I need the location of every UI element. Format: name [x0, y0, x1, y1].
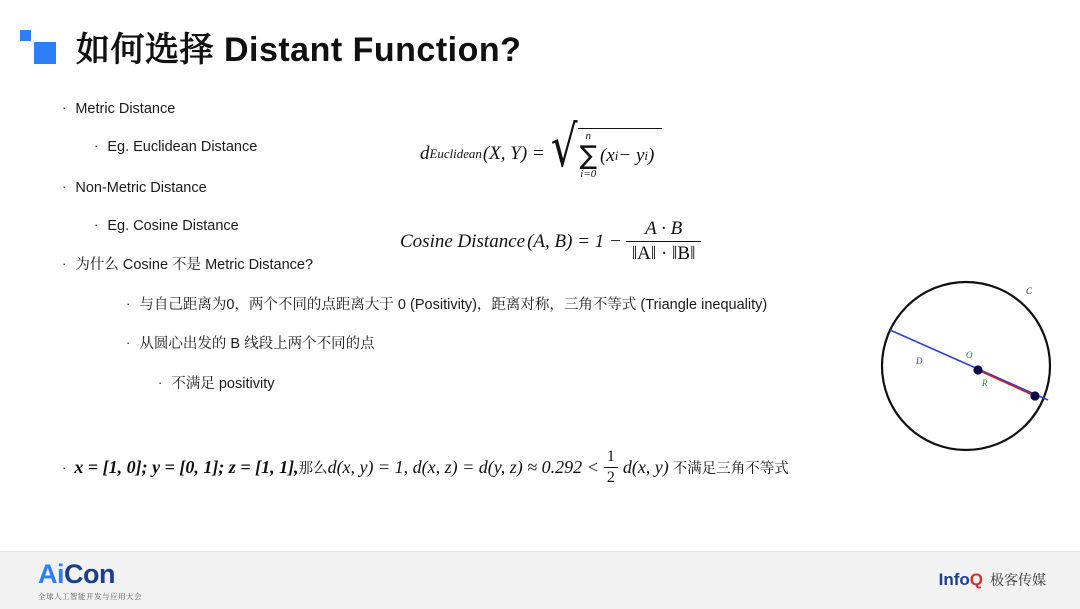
- final-formula-part1: x = [1, 0]; y = [0, 1]; z = [1, 1],: [74, 457, 299, 477]
- diagram-point-inner: [973, 365, 982, 374]
- sqrt-icon: √: [550, 113, 578, 180]
- list-item-label: Non-Metric Distance: [75, 180, 207, 197]
- equation-euclidean-distance: [420, 113, 662, 180]
- slide-footer: [0, 551, 1080, 609]
- list-item: [62, 100, 882, 120]
- aicon-logo-subtitle: 全球人工智能开发与应用大会: [38, 592, 142, 601]
- summation-upper-limit: n: [585, 130, 592, 142]
- bullet-marker-icon: ·: [62, 179, 67, 195]
- sqrt-group: [550, 113, 663, 180]
- final-formula-cjk1: 那么: [298, 461, 328, 477]
- bullet-marker-icon: ·: [158, 374, 163, 390]
- list-item-label: Metric Distance: [75, 101, 176, 117]
- fraction-numerator: 1: [606, 448, 615, 465]
- summation-operator: [580, 131, 598, 180]
- summand-sub-i1: i: [614, 147, 619, 163]
- bullet-marker-icon: ·: [126, 335, 131, 351]
- list-item-label: 为什么 Cosine 不是 Metric Distance?: [75, 257, 314, 274]
- fraction-denominator: ‖A‖ · ‖B‖: [626, 241, 702, 265]
- diagram-label-O: O: [966, 350, 973, 360]
- list-item: [126, 335, 882, 355]
- infoq-logo-q: Q: [969, 570, 983, 589]
- list-item-label: Eg. Cosine Distance: [107, 217, 239, 234]
- infoq-logo-geek: 极客传媒: [990, 572, 1046, 588]
- list-item-label: 从圆心出发的 B 线段上两个不同的点: [139, 336, 375, 353]
- fraction-group: [626, 218, 702, 265]
- list-item: [126, 296, 882, 316]
- final-formula-line: [62, 448, 789, 487]
- title-mark-big-square: [34, 42, 56, 64]
- list-item-label: 与自己距离为0，两个不同的点距离大于 0 (Positivity)，距离对称，三角不等式 (Triangle inequality): [139, 296, 768, 313]
- equation-cosine-lhs: Cosine Distance: [400, 230, 526, 252]
- diagram-circle-outline: [882, 282, 1050, 450]
- list-item: [62, 179, 882, 199]
- final-formula-part3: d(x, y): [622, 457, 669, 477]
- equation-cosine-distance: [400, 218, 705, 265]
- diagram-chord-line-blue: [890, 330, 1048, 400]
- circle-diagram-svg: [880, 278, 1060, 458]
- infoq-logo: [939, 570, 1046, 590]
- list-item-label: 不满足 positivity: [171, 375, 275, 392]
- bullet-marker-icon: ·: [94, 216, 99, 232]
- aicon-logo-a: A: [38, 559, 57, 589]
- equation-cosine-args: (A, B) = 1 −: [527, 230, 622, 252]
- summand-close: ): [648, 144, 655, 166]
- fraction-numerator: A · B: [645, 218, 683, 239]
- equation-euclidean-lhs: d: [420, 143, 430, 165]
- summand-sub-i2: i: [644, 147, 648, 163]
- title-square-mark-icon: [20, 30, 60, 64]
- infoq-logo-info: Info: [938, 570, 970, 589]
- fraction-denominator: 2: [604, 467, 618, 487]
- page-title: 如何选择 Distant Function?: [76, 31, 522, 69]
- aicon-logo-i: i: [57, 559, 65, 589]
- circle-diagram: [880, 278, 1060, 458]
- summand-middle: − y: [618, 144, 645, 166]
- list-item: [158, 375, 882, 395]
- equation-euclidean-subscript: Euclidean: [429, 146, 482, 162]
- list-item-label: Eg. Euclidean Distance: [107, 138, 258, 155]
- sqrt-radicand: [578, 128, 663, 180]
- final-formula-cjk2: 不满足三角不等式: [672, 461, 789, 477]
- title-mark-small-square: [20, 30, 31, 41]
- aicon-logo-text: [38, 561, 142, 588]
- bullet-marker-icon: ·: [62, 460, 67, 475]
- diagram-label-C: C: [1026, 286, 1033, 296]
- aicon-logo-con: Con: [64, 559, 115, 589]
- slide-title-row: [20, 22, 521, 71]
- aicon-logo: [38, 561, 142, 602]
- bullet-marker-icon: ·: [94, 137, 99, 153]
- final-formula-part2: d(x, y) = 1, d(x, z) = d(y, z) ≈ 0.292 <: [327, 457, 599, 477]
- diagram-point-outer: [1030, 391, 1039, 400]
- bullet-marker-icon: ·: [62, 256, 67, 272]
- diagram-label-D: D: [916, 356, 923, 366]
- summation-lower-limit: i=0: [580, 167, 597, 180]
- diagram-label-R: R: [982, 378, 988, 388]
- bullet-marker-icon: ·: [62, 100, 67, 115]
- fraction-one-half: [604, 448, 618, 487]
- summand-open: (x: [600, 144, 615, 166]
- bullet-marker-icon: ·: [126, 295, 131, 311]
- sigma-icon: ∑: [579, 140, 598, 171]
- equation-euclidean-args: (X, Y) =: [482, 143, 545, 165]
